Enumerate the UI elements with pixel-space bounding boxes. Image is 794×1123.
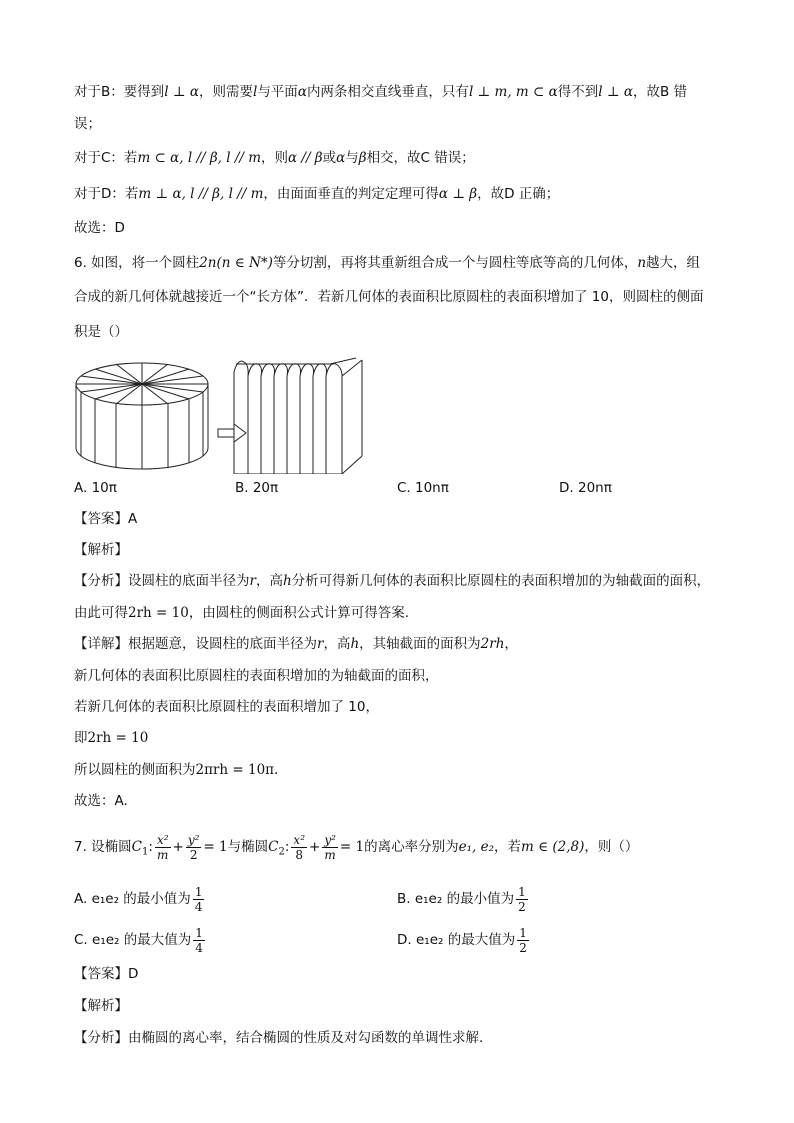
select-line-1: 故选：D xyxy=(74,220,125,236)
line-d: 对于D：若m ⊥ α, l // β, l // m，由面面垂直的判定定理可得α ⊥ β，故D 正确； xyxy=(74,186,560,202)
q7-option-d: D. e₁e₂ 的最大值为 $\frac{1}{2}$ xyxy=(397,925,527,955)
fenxi-6-line-2: 由此可得2rh = 10，由圆柱的侧面积公式计算可得答案. xyxy=(74,605,410,621)
answer-7: 【答案】D xyxy=(74,966,139,982)
detail-line-d: 所以圆柱的侧面积为2πrh = 10π. xyxy=(74,762,279,778)
q7-option-b: B. e₁e₂ 的最小值为 $\frac{1}{2}$ xyxy=(397,884,526,914)
question-6-line-2: 合成的新几何体就越接近一个“长方体”．若新几何体的表面积比原圆柱的表面积增加了 10，则圆柱的侧面 xyxy=(74,289,704,305)
question-6-line-1: 6. 如图，将一个圆柱2n(n ∈ N*)等分切割，再将其重新组合成一个与圆柱等底等高的几何体，n越大，组 xyxy=(74,255,701,271)
question-7: 7. 设椭圆$C_1$: $\frac{\text{x²}}{m}$ + $\frac{\text{y²}}{2}$ = 1与椭圆$C_2$: $\frac{\text{x²}}{8}$ + $\frac{\text{y²}}{m}$ = 1的离心率分别为e₁, e₂，若m ∈ (2,8)，则（） xyxy=(74,832,639,862)
xiangjie-6-line-1: 【详解】根据题意，设圆柱的底面半径为r，高h，其轴截面的面积为2rh， xyxy=(74,636,518,652)
option-c: C. 10nπ xyxy=(397,480,449,496)
option-b: B. 20π xyxy=(235,480,279,496)
line-b-2: 误； xyxy=(74,116,101,132)
option-a: A. 10π xyxy=(74,480,117,496)
cylinder-top-sectors xyxy=(76,363,208,405)
arrow-icon xyxy=(218,424,246,442)
new-solid xyxy=(234,358,362,474)
fenxi-7: 【分析】由椭圆的离心率，结合椭圆的性质及对勾函数的单调性求解． xyxy=(74,1030,493,1046)
q7-option-a: A. e₁e₂ 的最小值为 $\frac{1}{4}$ xyxy=(74,884,203,914)
fenxi-6-line-1: 【分析】设圆柱的底面半径为r，高h分析可得新几何体的表面积比原圆柱的表面积增加的为轴截面的面积， xyxy=(74,573,711,589)
analysis-heading-7: 【解析】 xyxy=(74,998,128,1014)
detail-line-c: 即2rh = 10 xyxy=(74,730,149,746)
detail-line-a: 新几何体的表面积比原圆柱的表面积增加的为轴截面的面积， xyxy=(74,668,439,684)
question-6-line-3: 积是（） xyxy=(74,324,128,340)
analysis-heading-6: 【解析】 xyxy=(74,542,128,558)
line-c: 对于C：若m ⊂ α, l // β, l // m，则α // β或α与β相交，故C 错误； xyxy=(74,150,475,166)
option-d: D. 20nπ xyxy=(559,480,612,496)
q7-option-c: C. e₁e₂ 的最大值为 $\frac{1}{4}$ xyxy=(74,925,203,955)
detail-line-b: 若新几何体的表面积比原圆柱的表面积增加了 10， xyxy=(74,699,379,715)
line-b-1: 对于B：要得到l ⊥ α，则需要l与平面α内两条相交直线垂直，只有l ⊥ m, m ⊂ α得不到l ⊥ α，故B 错 xyxy=(74,84,688,100)
answer-6: 【答案】A xyxy=(74,511,138,527)
cylinder-figure xyxy=(70,354,370,474)
select-line-2: 故选：A. xyxy=(74,793,128,809)
